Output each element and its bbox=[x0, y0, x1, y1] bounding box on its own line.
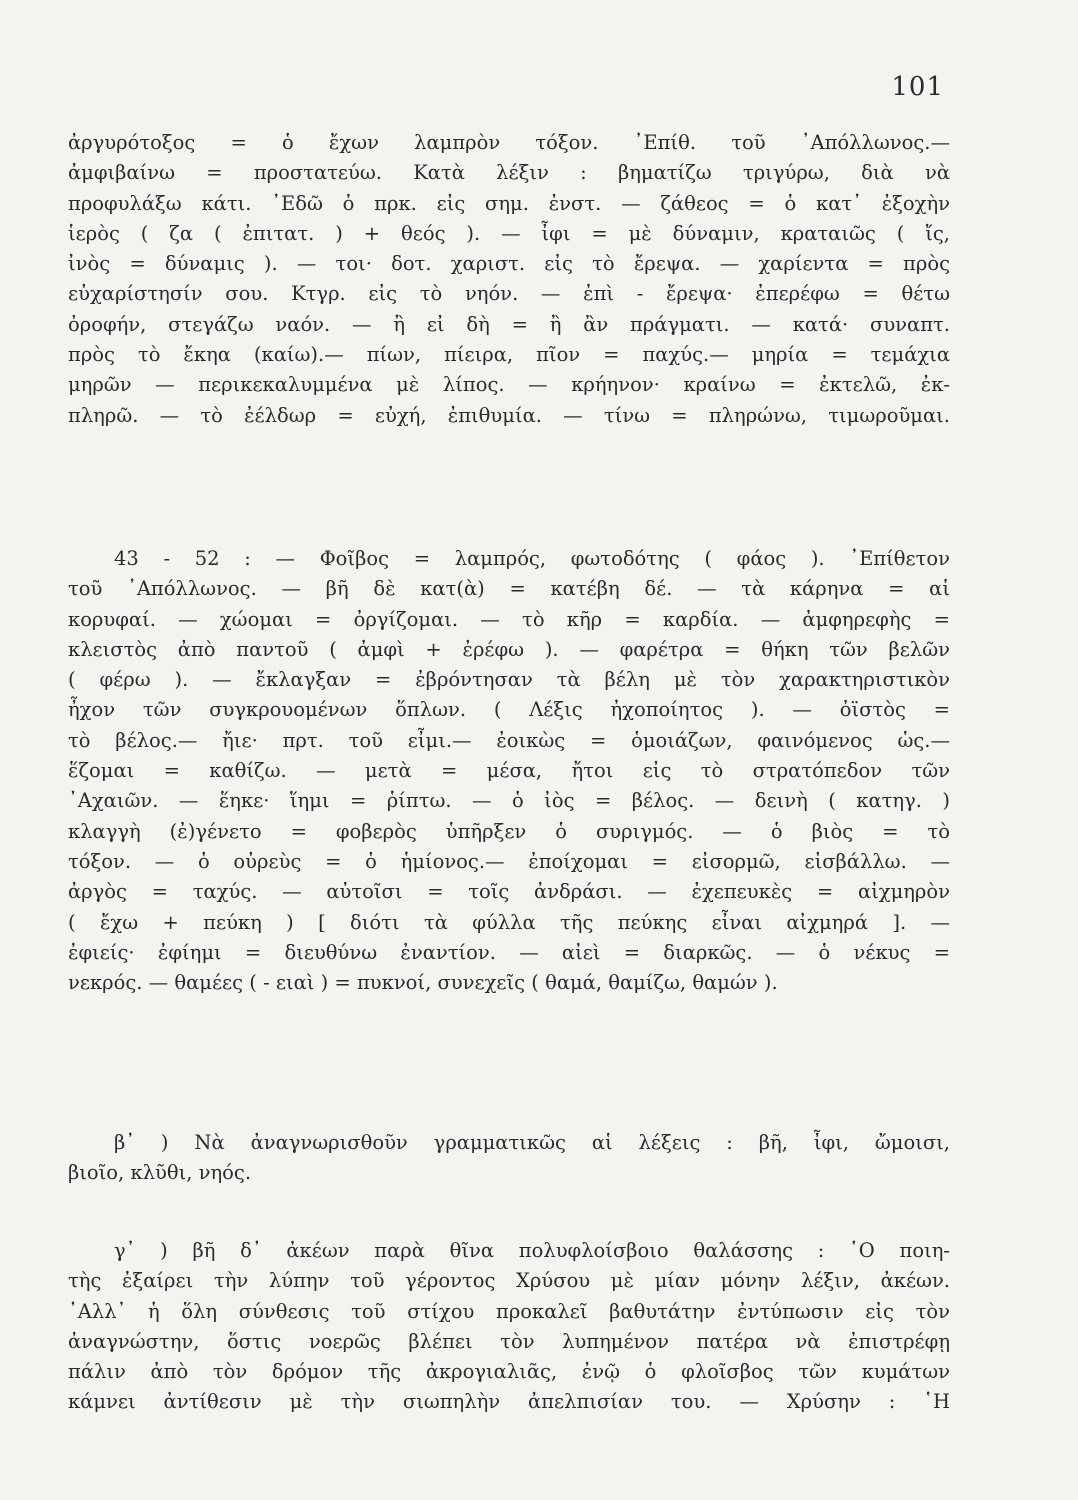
text-line: πληρῶ. — τὸ ἐέλδωρ = εὐχή, ἐπιθυμία. — τίνω = πληρώνω, τιμωροῦμαι. bbox=[68, 403, 950, 427]
text-line: κάμνει ἀντίθεσιν μὲ τὴν σιωπηλὴν ἀπελπισίαν του. — Χρύσην : ῾Η bbox=[68, 1390, 950, 1414]
text-line: ἀργυρότοξος = ὁ ἔχων λαμπρὸν τόξον. ᾽Επίθ. τοῦ ᾽Απόλλωνος.— bbox=[68, 131, 950, 154]
text-line: τὴς ἐξαίρει τὴν λύπην τοῦ γέροντος Χρύσου μὲ μίαν μόνην λέξιν, ἀκέων. bbox=[68, 1269, 950, 1293]
text-line: ἀμφιβαίνω = προστατεύω. Κατὰ λέξιν : βηματίζω τριγύρω, διὰ νὰ bbox=[68, 161, 950, 185]
text-line: τὸ βέλος.— ἤιε· πρτ. τοῦ εἶμι.— ἐοικὼς = ὁμοιάζων, φαινόμενος ὡς.— bbox=[68, 728, 950, 752]
text-line: ᾽Αχαιῶν. — ἕηκε· ἵημι = ῥίπτω. — ὁ ἰὸς = βέλος. — δεινὴ ( κατηγ. ) bbox=[68, 789, 950, 813]
text-line: τοῦ ᾽Απόλλωνος. — βῆ δὲ κατ(ὰ) = κατέβη δέ. — τὰ κάρηνα = αἱ bbox=[68, 577, 950, 601]
text-line: τόξον. — ὁ οὐρεὺς = ὁ ἡμίονος.— ἐποίχομαι = εἰσορμῶ, εἰσβάλλω. — bbox=[68, 849, 950, 873]
glossary-paragraph-1 bbox=[68, 128, 950, 431]
text-line: ἐφιείς· ἐφίημι = διευθύνω ἐναντίον. — αἰεὶ = διαρκῶς. — ὁ νέκυς = bbox=[68, 940, 950, 964]
page-number: 101 bbox=[891, 72, 944, 102]
text-line: βιοῖο, κλῦθι, νηός. bbox=[68, 1161, 252, 1185]
text-line: γ᾽ ) βῆ δ᾽ ἀκέων παρὰ θῖνα πολυφλοίσβοιο θαλάσσης : ῾Ο ποιη- bbox=[114, 1239, 950, 1262]
text-line: πρὸς τὸ ἔκηα (καίω).— πίων, πίειρα, πῖον = παχύς.— μηρία = τεμάχια bbox=[68, 343, 950, 367]
exercise-b-paragraph bbox=[68, 1128, 950, 1189]
glossary-paragraph-2 bbox=[68, 544, 950, 998]
text-line: ( ἔχω + πεύκη ) [ διότι τὰ φύλλα τῆς πεύκης εἶναι αἰχμηρά ]. — bbox=[68, 910, 950, 934]
text-line: ὀροφήν, στεγάζω ναόν. — ἢ εἰ δὴ = ἢ ἂν πράγματι. — κατά· συναπτ. bbox=[68, 312, 950, 336]
text-line: ἀργὸς = ταχύς. — αὐτοῖσι = τοῖς ἀνδράσι. — ἐχεπευκὲς = αἰχμηρὸν bbox=[68, 880, 950, 904]
text-line: κλαγγὴ (ἐ)γένετο = φοβερὸς ὑπῆρξεν ὁ συριγμός. — ὁ βιὸς = τὸ bbox=[68, 819, 950, 843]
text-line: 43 - 52 : — Φοῖβος = λαμπρός, φωτοδότης ( φάος ). ᾽Επίθετον bbox=[114, 547, 950, 570]
text-line: εὐχαρίστησίν σου. Κτγρ. εἰς τὸ νηόν. — ἐπὶ - ἔρεψα· ἐπερέφω = θέτω bbox=[68, 282, 950, 306]
exercise-c-paragraph bbox=[68, 1236, 950, 1418]
text-line: νεκρός. — θαμέες ( - ειαὶ ) = πυκνοί, συνεχεῖς ( θαμά, θαμίζω, θαμών ). bbox=[68, 971, 778, 995]
text-line: ἕζομαι = καθίζω. — μετὰ = μέσα, ἤτοι εἰς τὸ στρατόπεδον τῶν bbox=[68, 759, 950, 783]
text-line: ἀναγνώστην, ὅστις νοερῶς βλέπει τὸν λυπημένον πατέρα νὰ ἐπιστρέφῃ bbox=[68, 1329, 950, 1353]
text-line: ᾽Αλλ᾽ ἡ ὅλη σύνθεσις τοῦ στίχου προκαλεῖ βαθυτάτην ἐντύπωσιν εἰς τὸν bbox=[68, 1299, 950, 1323]
text-line: β᾽ ) Νὰ ἀναγνωρισθοῦν γραμματικῶς αἱ λέξεις : βῆ, ἶφι, ὤμοισι, bbox=[114, 1131, 950, 1154]
text-line: ἦχον τῶν συγκρουομένων ὅπλων. ( Λέξις ἠχοποίητος ). — ὀϊστὸς = bbox=[68, 698, 950, 722]
text-line: κορυφαί. — χώομαι = ὀργίζομαι. — τὸ κῆρ = καρδία. — ἀμφηρεφὴς = bbox=[68, 607, 950, 631]
text-line: ἱερὸς ( ζα ( ἐπιτατ. ) + θεός ). — ἶφι = μὲ δύναμιν, κραταιῶς ( ἴς, bbox=[68, 221, 950, 245]
text-line: ( φέρω ). — ἔκλαγξαν = ἐβρόντησαν τὰ βέλη μὲ τὸν χαρακτηριστικὸν bbox=[68, 668, 950, 692]
text-line: μηρῶν — περικεκαλυμμένα μὲ λίπος. — κρήηνον· κραίνω = ἐκτελῶ, ἐκ- bbox=[68, 373, 950, 397]
text-line: πάλιν ἀπὸ τὸν δρόμον τῆς ἀκρογιαλιᾶς, ἐνῷ ὁ φλοῖσβος τῶν κυμάτων bbox=[68, 1360, 950, 1384]
text-line: κλειστὸς ἀπὸ παντοῦ ( ἀμφὶ + ἐρέφω ). — φαρέτρα = θήκη τῶν βελῶν bbox=[68, 637, 950, 661]
text-line: ἰνὸς = δύναμις ). — τοι· δοτ. χαριστ. εἰς τὸ ἔρεψα. — χαρίεντα = πρὸς bbox=[68, 252, 950, 276]
text-line: προφυλάξω κάτι. ᾽Εδῶ ὁ πρκ. εἰς σημ. ἐνστ. — ζάθεος = ὁ κατ᾽ ἐξοχὴν bbox=[68, 191, 950, 215]
